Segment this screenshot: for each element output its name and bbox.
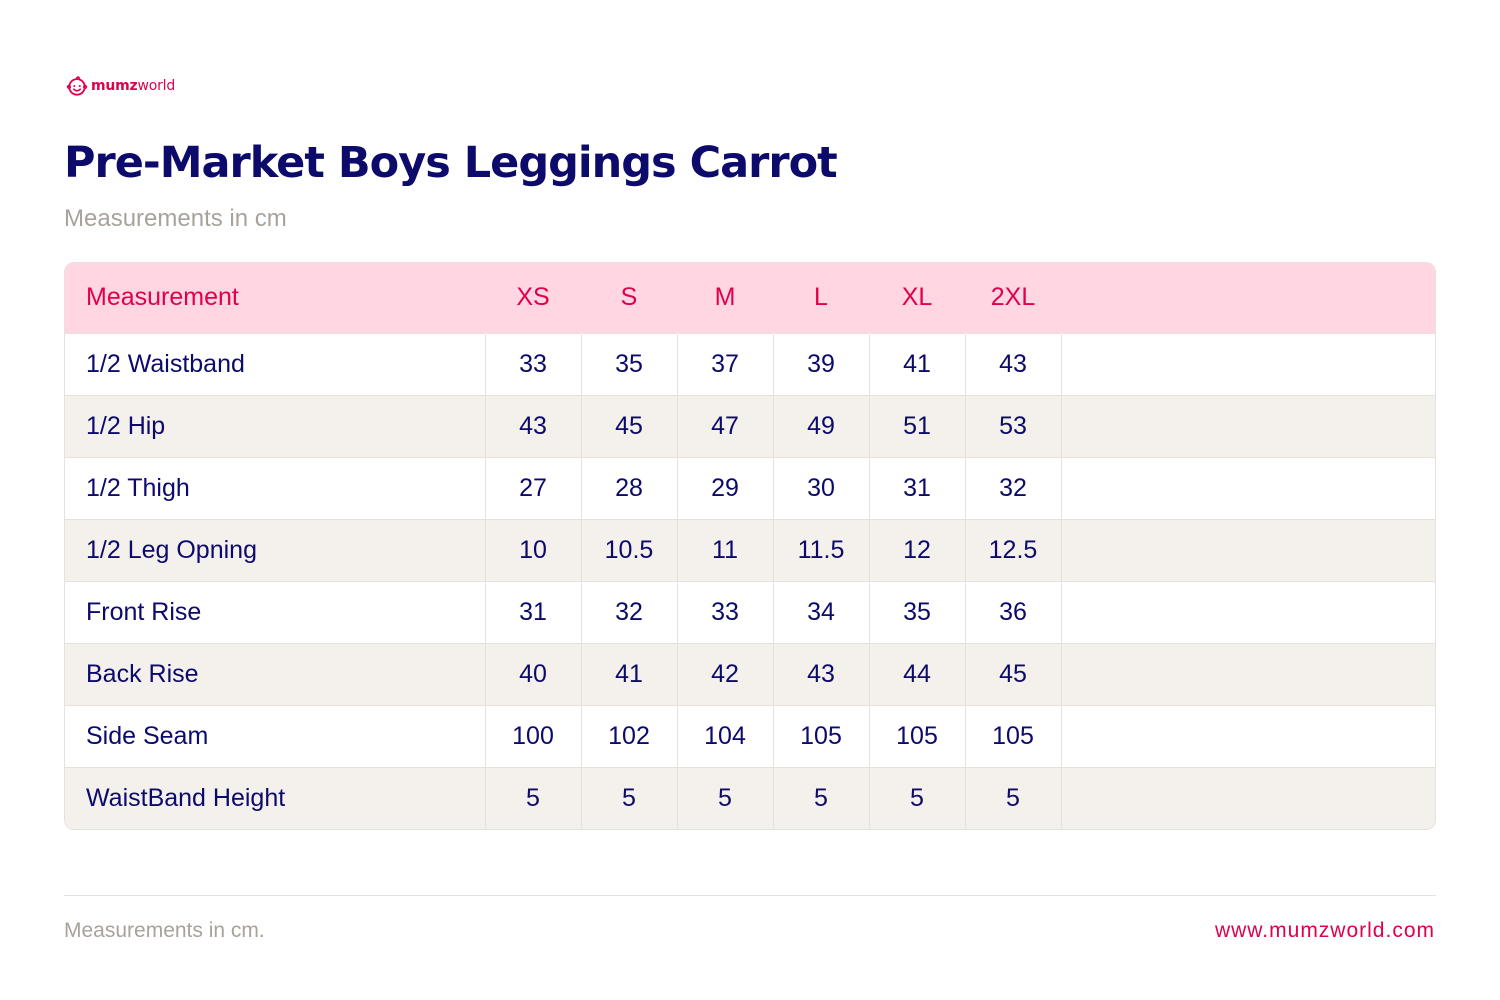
table-cell: 31	[869, 457, 965, 519]
table-cell: 31	[485, 581, 581, 643]
table-cell: 43	[965, 333, 1061, 395]
table-row	[65, 457, 1435, 519]
column-header-m: M	[714, 283, 736, 312]
table-cell-spacer	[1061, 705, 1435, 767]
table-cell-spacer	[1061, 581, 1435, 643]
column-header-measurement: Measurement	[86, 283, 239, 312]
table-cell: 10	[485, 519, 581, 581]
footer-divider	[64, 895, 1436, 896]
column-header-xl: XL	[901, 283, 933, 312]
column-header-l: L	[814, 283, 828, 312]
table-cell-spacer	[1061, 519, 1435, 581]
table-cell: 40	[485, 643, 581, 705]
table-cell: 53	[965, 395, 1061, 457]
footer-note: Measurements in cm.	[64, 919, 265, 942]
size-chart-table	[65, 263, 1435, 829]
row-label: Front Rise	[65, 581, 485, 643]
table-cell-spacer	[1061, 767, 1435, 829]
brand-wordmark-bold: mumz	[91, 78, 138, 94]
table-cell: 11.5	[773, 519, 869, 581]
column-header-2xl: 2XL	[990, 283, 1036, 312]
table-cell-spacer	[1061, 395, 1435, 457]
page-title: Pre-Market Boys Leggings Carrot	[64, 138, 837, 188]
table-cell: 5	[965, 767, 1061, 829]
table-cell-spacer	[1061, 457, 1435, 519]
table-cell: 5	[677, 767, 773, 829]
table-cell: 27	[485, 457, 581, 519]
table-cell: 44	[869, 643, 965, 705]
table-cell: 5	[485, 767, 581, 829]
table-cell: 32	[965, 457, 1061, 519]
table-row	[65, 333, 1435, 395]
table-cell: 35	[869, 581, 965, 643]
table-cell: 29	[677, 457, 773, 519]
table-cell: 42	[677, 643, 773, 705]
table-row	[65, 519, 1435, 581]
brand-logo[interactable]	[66, 74, 175, 98]
table-cell: 39	[773, 333, 869, 395]
row-label: WaistBand Height	[65, 767, 485, 829]
table-row	[65, 581, 1435, 643]
table-cell: 10.5	[581, 519, 677, 581]
table-cell: 43	[773, 643, 869, 705]
table-cell: 43	[485, 395, 581, 457]
table-cell: 12	[869, 519, 965, 581]
table-cell: 105	[773, 705, 869, 767]
size-chart-table-container	[64, 262, 1436, 830]
table-row	[65, 767, 1435, 829]
baby-face-logo-icon	[66, 75, 88, 97]
table-row	[65, 643, 1435, 705]
table-cell: 36	[965, 581, 1061, 643]
table-cell: 5	[581, 767, 677, 829]
table-cell: 28	[581, 457, 677, 519]
brand-wordmark	[91, 78, 175, 94]
row-label: 1/2 Leg Opning	[65, 519, 485, 581]
table-cell-spacer	[1061, 643, 1435, 705]
column-header-s: S	[620, 283, 638, 312]
row-label: 1/2 Hip	[65, 395, 485, 457]
table-cell: 105	[869, 705, 965, 767]
table-cell: 41	[581, 643, 677, 705]
table-cell: 37	[677, 333, 773, 395]
website-link[interactable]: www.mumzworld.com	[1214, 919, 1435, 942]
column-header-xs: XS	[516, 283, 550, 312]
brand-wordmark-light: world	[137, 78, 176, 94]
table-cell: 5	[869, 767, 965, 829]
row-label: 1/2 Thigh	[65, 457, 485, 519]
table-cell: 34	[773, 581, 869, 643]
table-cell: 33	[485, 333, 581, 395]
table-cell: 104	[677, 705, 773, 767]
table-cell: 12.5	[965, 519, 1061, 581]
row-label: Side Seam	[65, 705, 485, 767]
table-cell: 35	[581, 333, 677, 395]
column-header-spacer	[1061, 263, 1435, 333]
table-cell: 11	[677, 519, 773, 581]
table-cell: 45	[581, 395, 677, 457]
table-header-row	[65, 263, 1435, 333]
table-cell: 5	[773, 767, 869, 829]
table-cell: 100	[485, 705, 581, 767]
table-cell: 102	[581, 705, 677, 767]
page-subtitle: Measurements in cm	[64, 205, 287, 232]
table-cell: 33	[677, 581, 773, 643]
table-row	[65, 705, 1435, 767]
table-cell: 45	[965, 643, 1061, 705]
table-cell-spacer	[1061, 333, 1435, 395]
row-label: 1/2 Waistband	[65, 333, 485, 395]
table-cell: 105	[965, 705, 1061, 767]
table-cell: 32	[581, 581, 677, 643]
table-cell: 47	[677, 395, 773, 457]
table-row	[65, 395, 1435, 457]
row-label: Back Rise	[65, 643, 485, 705]
table-cell: 51	[869, 395, 965, 457]
table-cell: 41	[869, 333, 965, 395]
table-cell: 30	[773, 457, 869, 519]
table-cell: 49	[773, 395, 869, 457]
